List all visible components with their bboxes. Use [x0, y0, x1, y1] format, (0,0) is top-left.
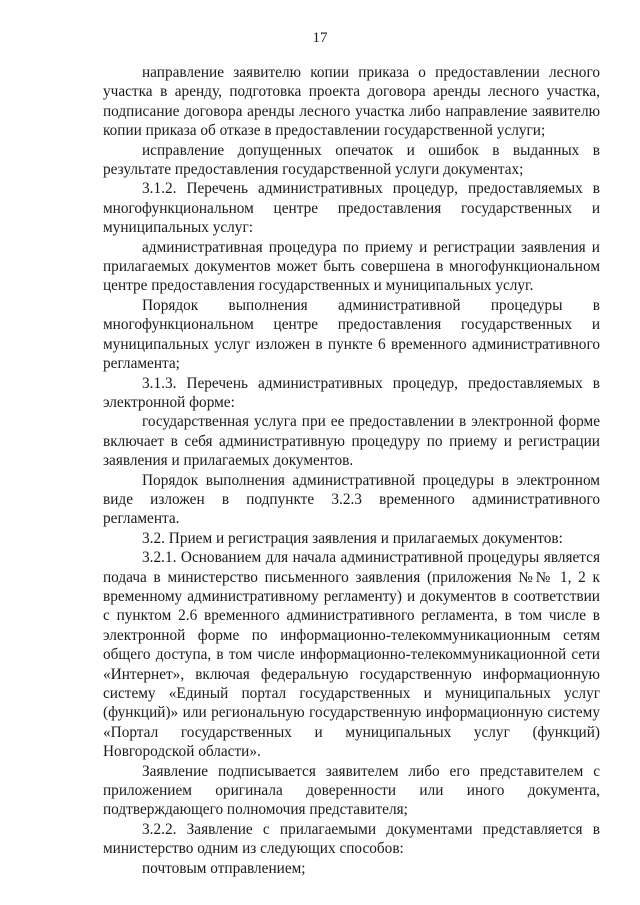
paragraph: 3.2.1. Основанием для начала административной процедуры является подача в министерство письменного заявления (приложения №№ 1, 2 к временному административному регламенту) и документов в соответствии с пунктом 2.6 временного административного регламента, в том числе в электронной форме по информационно-телекоммуникационным сетям общего доступа, в том числе информационно-телекоммуникационной сети «Интернет», включая федеральную государственную информационную систему «Единый портал государственных и муниципальных услуг (функций)» или региональную государственную информационную систему «Портал государственных и муниципальных услуг (функций) Новгородской области». — [103, 549, 600, 761]
paragraph: Заявление подписывается заявителем либо его представителем с приложением оригинала доверенности или иного документа, подтверждающего полномочия представителя; — [103, 762, 600, 819]
document-body — [103, 63, 600, 878]
paragraph: 3.1.3. Перечень административных процедур, предоставляемых в электронной форме: — [103, 374, 600, 411]
paragraph: административная процедура по приему и регистрации заявления и прилагаемых документов может быть совершена в многофункциональном центре предоставления государственных и муниципальных услуг. — [103, 238, 600, 295]
paragraph: Порядок выполнения административной процедуры в многофункциональном центре предоставления государственных и муниципальных услуг изложен в пункте 6 временного административного регламента; — [103, 296, 600, 373]
paragraph: 3.2. Прием и регистрация заявления и прилагаемых документов: — [142, 529, 563, 547]
paragraph: государственная услуга при ее предоставлении в электронной форме включает в себя административную процедуру по приему и регистрации заявления и прилагаемых документов. — [103, 413, 600, 470]
paragraph: 3.2.2. Заявление с прилагаемыми документами представляется в министерство одним из следующих способов: — [103, 820, 600, 858]
page-number: 17 — [312, 30, 328, 46]
paragraph: Порядок выполнения административной процедуры в электронном виде изложен в подпункте 3.2.3 временного административного регламента. — [103, 471, 600, 528]
paragraph: почтовым отправлением; — [142, 859, 306, 877]
paragraph: исправление допущенных опечаток и ошибок в выданных в результате предоставления государственной услуги документах; — [103, 141, 600, 179]
paragraph: 3.1.2. Перечень административных процедур, предоставляемых в многофункциональном центре предоставления государственных и муниципальных услуг: — [103, 180, 600, 237]
paragraph: направление заявителю копии приказа о предоставлении лесного участка в аренду, подготовка проекта договора аренды лесного участка, подписание договора аренды лесного участка либо направление заявителю копии приказа об отказе в предоставлении государственной услуги; — [103, 64, 600, 140]
